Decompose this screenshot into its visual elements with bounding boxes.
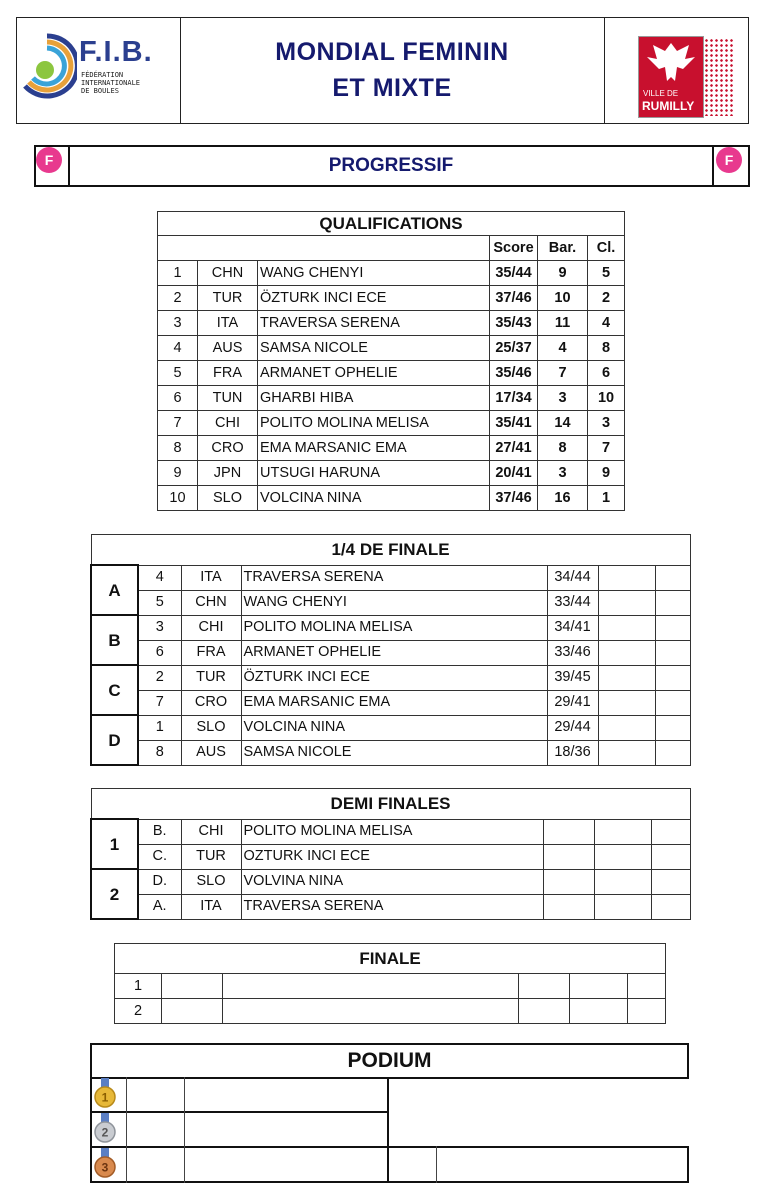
score: 35/46 — [490, 361, 538, 386]
fib-logo-text: F.I.B. — [79, 36, 153, 68]
player-name: VOLCINA NINA — [258, 486, 490, 511]
semi-row — [91, 819, 690, 844]
row-number: 6 — [138, 640, 181, 665]
score: 35/41 — [490, 411, 538, 436]
semi-final-title: DEMI FINALES — [91, 789, 690, 820]
bronze-medal-icon — [94, 1148, 116, 1180]
country-code: ITA — [198, 311, 258, 336]
classement: 2 — [588, 286, 625, 311]
empty-cell — [594, 869, 651, 894]
classement: 6 — [588, 361, 625, 386]
qualification-row — [158, 411, 625, 436]
qualification-row — [158, 261, 625, 286]
score: 33/44 — [547, 590, 598, 615]
bar-count: 3 — [538, 461, 588, 486]
score: 35/44 — [490, 261, 538, 286]
country-code: TUN — [198, 386, 258, 411]
quarter-final-title: 1/4 DE FINALE — [91, 535, 690, 566]
rumilly-dot-pattern — [704, 38, 734, 116]
score: 34/41 — [547, 615, 598, 640]
medal-number: 2 — [101, 1125, 109, 1140]
gold-medal-icon — [94, 1078, 116, 1110]
country-code: TUR — [198, 286, 258, 311]
row-number: 7 — [138, 690, 181, 715]
classement: 8 — [588, 336, 625, 361]
country-code: CHI — [198, 411, 258, 436]
player-name: POLITO MOLINA MELISA — [241, 819, 543, 844]
podium-title: PODIUM — [90, 1043, 689, 1079]
player-name: EMA MARSANIC EMA — [258, 436, 490, 461]
score: 17/34 — [490, 386, 538, 411]
country-code: FRA — [181, 640, 241, 665]
row-number: 8 — [158, 436, 198, 461]
bar-count: 7 — [538, 361, 588, 386]
semi-final-table — [90, 788, 691, 920]
score: 25/37 — [490, 336, 538, 361]
quarter-row — [91, 615, 690, 640]
qualification-row — [158, 461, 625, 486]
final-pos: 1 — [115, 974, 162, 999]
row-number: 8 — [138, 740, 181, 765]
category-badge-right: F — [716, 147, 742, 173]
country-code: CHN — [181, 590, 241, 615]
row-number: 2 — [138, 665, 181, 690]
player-name: WANG CHENYI — [258, 261, 490, 286]
empty-cell — [655, 590, 690, 615]
row-number: 4 — [158, 336, 198, 361]
final-pos: 2 — [115, 999, 162, 1024]
qualifications-title: QUALIFICATIONS — [158, 212, 625, 236]
final-table — [114, 943, 666, 1024]
country-code: SLO — [198, 486, 258, 511]
empty-cell — [655, 690, 690, 715]
classement: 7 — [588, 436, 625, 461]
bar-count: 10 — [538, 286, 588, 311]
empty-cell — [543, 869, 594, 894]
score-header: Score — [490, 236, 538, 261]
empty-cell — [651, 869, 690, 894]
row-number: 4 — [138, 565, 181, 590]
quarter-row — [91, 740, 690, 765]
score: 34/44 — [547, 565, 598, 590]
empty-cell — [651, 844, 690, 869]
empty-cell — [598, 715, 655, 740]
empty-cell — [543, 844, 594, 869]
quarter-final-table — [90, 534, 691, 766]
score: 37/46 — [490, 486, 538, 511]
qualification-row — [158, 336, 625, 361]
row-number: B. — [138, 819, 181, 844]
player-name: SAMSA NICOLE — [241, 740, 547, 765]
classement: 9 — [588, 461, 625, 486]
empty-cell — [655, 565, 690, 590]
row-number: 10 — [158, 486, 198, 511]
row-number: 2 — [158, 286, 198, 311]
category-banner — [34, 145, 750, 187]
score: 29/41 — [547, 690, 598, 715]
country-code: JPN — [198, 461, 258, 486]
bar-count: 14 — [538, 411, 588, 436]
qualification-row — [158, 286, 625, 311]
quarter-row — [91, 665, 690, 690]
empty-cell — [598, 690, 655, 715]
qualification-row — [158, 361, 625, 386]
bar-count: 11 — [538, 311, 588, 336]
player-name: TRAVERSA SERENA — [241, 565, 547, 590]
row-number: 1 — [158, 261, 198, 286]
eagle-icon — [639, 37, 703, 87]
score: 37/46 — [490, 286, 538, 311]
group-label: 2 — [91, 869, 138, 919]
fib-logo — [17, 18, 181, 123]
score: 29/44 — [547, 715, 598, 740]
country-code: CHI — [181, 819, 241, 844]
player-name: OZTURK INCI ECE — [241, 844, 543, 869]
qualification-row — [158, 436, 625, 461]
row-number: 5 — [138, 590, 181, 615]
bar-count: 3 — [538, 386, 588, 411]
player-name: ARMANET OPHELIE — [258, 361, 490, 386]
quarter-row — [91, 690, 690, 715]
player-name: VOLCINA NINA — [241, 715, 547, 740]
country-code: SLO — [181, 869, 241, 894]
player-name: VOLVINA NINA — [241, 869, 543, 894]
player-name: SAMSA NICOLE — [258, 336, 490, 361]
country-code: AUS — [181, 740, 241, 765]
score: 39/45 — [547, 665, 598, 690]
player-name: ÖZTURK INCI ECE — [241, 665, 547, 690]
row-number: 1 — [138, 715, 181, 740]
qualification-row — [158, 386, 625, 411]
country-code: CRO — [181, 690, 241, 715]
group-label: C — [91, 665, 138, 715]
classement: 1 — [588, 486, 625, 511]
quarter-row — [91, 565, 690, 590]
empty-cell — [598, 640, 655, 665]
final-row — [115, 999, 666, 1024]
category-label: PROGRESSIF — [328, 155, 454, 176]
country-code: ITA — [181, 894, 241, 919]
quarter-row — [91, 640, 690, 665]
empty-cell — [598, 565, 655, 590]
empty-cell — [598, 740, 655, 765]
bar-count: 8 — [538, 436, 588, 461]
empty-cell — [655, 665, 690, 690]
row-number: 7 — [158, 411, 198, 436]
qualifications-table — [157, 211, 625, 511]
classement: 5 — [588, 261, 625, 286]
empty-cell — [651, 819, 690, 844]
fib-logo-subtitle: FÉDÉRATION INTERNATIONALE DE BOULES — [81, 71, 141, 95]
event-title-line1: MONDIAL FEMININ — [275, 38, 509, 66]
empty-cell — [655, 740, 690, 765]
player-name: ARMANET OPHELIE — [241, 640, 547, 665]
empty-cell — [598, 590, 655, 615]
row-number: 6 — [158, 386, 198, 411]
row-number: A. — [138, 894, 181, 919]
silver-medal-icon — [94, 1113, 116, 1145]
empty-cell — [598, 665, 655, 690]
row-number: D. — [138, 869, 181, 894]
group-label: A — [91, 565, 138, 615]
score: 20/41 — [490, 461, 538, 486]
rumilly-shield — [638, 36, 704, 118]
empty-cell — [598, 615, 655, 640]
final-title: FINALE — [115, 944, 666, 974]
quarter-row — [91, 590, 690, 615]
row-number: 9 — [158, 461, 198, 486]
country-code: TUR — [181, 665, 241, 690]
country-code: ITA — [181, 565, 241, 590]
empty-cell — [651, 894, 690, 919]
category-badge-left: F — [36, 147, 62, 173]
rumilly-line2: RUMILLY — [642, 99, 695, 113]
fib-emblem-icon — [17, 28, 77, 108]
bar-header: Bar. — [538, 236, 588, 261]
country-code: CHN — [198, 261, 258, 286]
country-code: CRO — [198, 436, 258, 461]
medal-number: 1 — [101, 1090, 109, 1105]
empty-cell — [543, 894, 594, 919]
qualification-row — [158, 311, 625, 336]
header — [16, 17, 749, 124]
classement: 4 — [588, 311, 625, 336]
semi-row — [91, 844, 690, 869]
rumilly-logo — [604, 18, 748, 123]
country-code: AUS — [198, 336, 258, 361]
player-name: POLITO MOLINA MELISA — [258, 411, 490, 436]
country-code: FRA — [198, 361, 258, 386]
medal-number: 3 — [101, 1160, 109, 1175]
classement: 3 — [588, 411, 625, 436]
semi-row — [91, 894, 690, 919]
score: 18/36 — [547, 740, 598, 765]
country-code: TUR — [181, 844, 241, 869]
player-name: TRAVERSA SERENA — [258, 311, 490, 336]
country-code: CHI — [181, 615, 241, 640]
empty-cell — [594, 844, 651, 869]
event-title-line2: ET MIXTE — [332, 74, 452, 102]
qualification-row — [158, 486, 625, 511]
score: 27/41 — [490, 436, 538, 461]
group-label: 1 — [91, 819, 138, 869]
player-name: EMA MARSANIC EMA — [241, 690, 547, 715]
quarter-row — [91, 715, 690, 740]
score: 35/43 — [490, 311, 538, 336]
group-label: D — [91, 715, 138, 765]
semi-row — [91, 869, 690, 894]
row-number: C. — [138, 844, 181, 869]
event-title — [180, 18, 605, 123]
group-label: B — [91, 615, 138, 665]
row-number: 5 — [158, 361, 198, 386]
bar-count: 16 — [538, 486, 588, 511]
empty-cell — [655, 715, 690, 740]
cl-header: Cl. — [588, 236, 625, 261]
row-number: 3 — [158, 311, 198, 336]
empty-cell — [594, 894, 651, 919]
empty-cell — [543, 819, 594, 844]
player-name: POLITO MOLINA MELISA — [241, 615, 547, 640]
country-code: SLO — [181, 715, 241, 740]
bar-count: 4 — [538, 336, 588, 361]
empty-cell — [655, 615, 690, 640]
score: 33/46 — [547, 640, 598, 665]
bar-count: 9 — [538, 261, 588, 286]
row-number: 3 — [138, 615, 181, 640]
player-name: WANG CHENYI — [241, 590, 547, 615]
player-name: TRAVERSA SERENA — [241, 894, 543, 919]
player-name: UTSUGI HARUNA — [258, 461, 490, 486]
final-row — [115, 974, 666, 999]
rumilly-line1: VILLE DE — [643, 89, 679, 98]
empty-cell — [655, 640, 690, 665]
classement: 10 — [588, 386, 625, 411]
player-name: GHARBI HIBA — [258, 386, 490, 411]
empty-cell — [594, 819, 651, 844]
player-name: ÖZTURK INCI ECE — [258, 286, 490, 311]
